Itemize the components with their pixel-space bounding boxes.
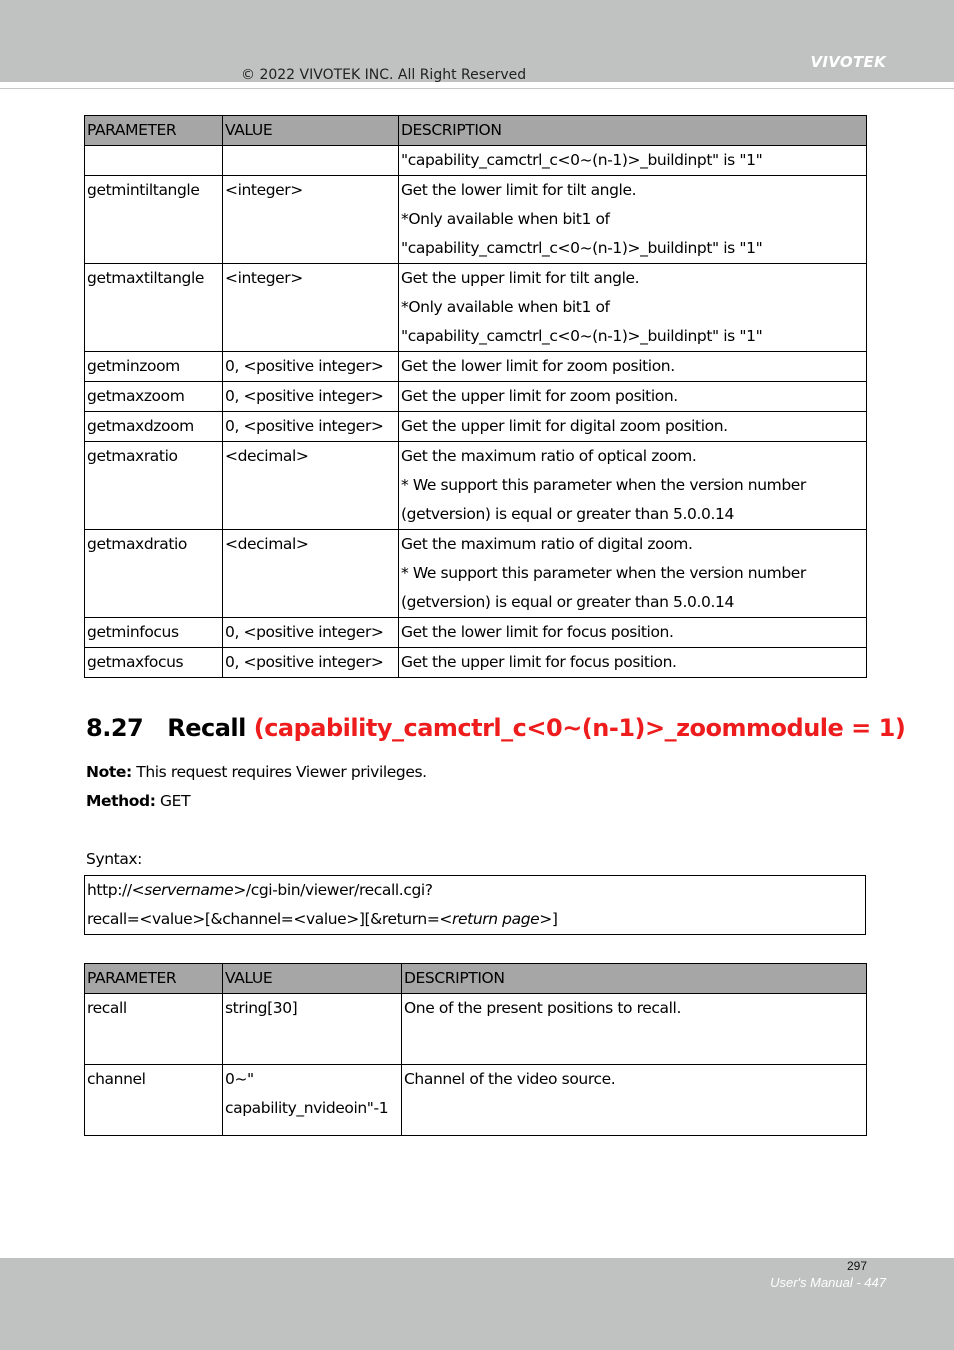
value-cell: 0, <positive integer> — [223, 648, 399, 678]
note-paragraph — [86, 763, 427, 781]
description-line: Get the maximum ratio of optical zoom. — [401, 447, 697, 465]
description-cell — [399, 530, 867, 618]
value-cell: 0, <positive integer> — [223, 352, 399, 382]
copyright-text: © 2022 VIVOTEK INC. All Right Reserved — [241, 67, 527, 83]
value-cell: <integer> — [223, 264, 399, 352]
section-title: Recall — [167, 714, 246, 742]
description-cell — [399, 176, 867, 264]
header-description: DESCRIPTION — [399, 116, 867, 146]
table-row — [85, 618, 867, 648]
footer-band — [0, 1258, 954, 1350]
table-row — [85, 146, 867, 176]
description-cell: Channel of the video source. — [402, 1065, 867, 1136]
value-cell: <decimal> — [223, 530, 399, 618]
table-header-row — [85, 116, 867, 146]
description-line: Get the upper limit for tilt angle. — [401, 269, 640, 287]
description-line: "capability_camctrl_c<0~(n-1)>_buildinpt" is "1" — [401, 151, 763, 169]
table-row — [85, 994, 867, 1065]
description-line: * We support this parameter when the version number — [401, 564, 806, 582]
manual-page-label: User's Manual - 447 — [770, 1275, 886, 1290]
header-parameter: PARAMETER — [85, 116, 223, 146]
table-row — [85, 352, 867, 382]
parameter-table-1 — [84, 115, 867, 678]
table-row — [85, 264, 867, 352]
description-line: * We support this parameter when the version number — [401, 476, 806, 494]
description-line: Get the lower limit for zoom position. — [401, 357, 675, 375]
syntax-line-2 — [85, 905, 865, 934]
description-line: (getversion) is equal or greater than 5.0.0.14 — [401, 505, 734, 523]
value-cell — [223, 994, 402, 1065]
page-number: 297 — [846, 1259, 867, 1273]
description-cell — [399, 352, 867, 382]
param-cell: getmaxtiltangle — [85, 264, 223, 352]
value-cell: 0, <positive integer> — [223, 412, 399, 442]
param-cell: getmaxdzoom — [85, 412, 223, 442]
description-line: "capability_camctrl_c<0~(n-1)>_buildinpt" is "1" — [401, 327, 763, 345]
syntax-text: >/cgi-bin/viewer/recall.cgi? — [233, 881, 433, 899]
syntax-box — [84, 875, 866, 935]
description-line: Get the upper limit for focus position. — [401, 653, 677, 671]
syntax-text: http://< — [87, 881, 145, 899]
value-cell: <integer> — [223, 176, 399, 264]
description-cell — [399, 146, 867, 176]
table-row — [85, 1065, 867, 1136]
value-line: string[30] — [225, 999, 298, 1017]
section-heading — [86, 714, 905, 742]
description-line: *Only available when bit1 of — [401, 298, 610, 316]
param-cell: getmintiltangle — [85, 176, 223, 264]
note-label: Note: — [86, 763, 132, 781]
note-text: This request requires Viewer privileges. — [131, 763, 427, 781]
description-line: Get the lower limit for focus position. — [401, 623, 674, 641]
param-cell: recall — [85, 994, 223, 1065]
description-cell — [399, 648, 867, 678]
param-cell: getmaxzoom — [85, 382, 223, 412]
header-value: VALUE — [223, 964, 402, 994]
table-header-row — [85, 964, 867, 994]
value-cell: 0, <positive integer> — [223, 382, 399, 412]
param-cell: channel — [85, 1065, 223, 1136]
syntax-placeholder: return page — [452, 910, 540, 928]
value-cell — [223, 1065, 402, 1136]
description-cell — [399, 442, 867, 530]
value-cell: 0, <positive integer> — [223, 618, 399, 648]
value-line: capability_nvideoin"-1 — [225, 1099, 389, 1117]
description-cell — [399, 382, 867, 412]
param-cell: getmaxratio — [85, 442, 223, 530]
syntax-line-1 — [85, 876, 865, 905]
description-line: Get the upper limit for digital zoom position. — [401, 417, 728, 435]
method-label: Method: — [86, 792, 156, 810]
param-cell: getmaxfocus — [85, 648, 223, 678]
parameter-table-2 — [84, 963, 867, 1136]
header-value: VALUE — [223, 116, 399, 146]
description-cell — [399, 264, 867, 352]
header-parameter: PARAMETER — [85, 964, 223, 994]
description-cell: One of the present positions to recall. — [402, 994, 867, 1065]
description-line: *Only available when bit1 of — [401, 210, 610, 228]
param-cell — [85, 146, 223, 176]
param-cell: getminfocus — [85, 618, 223, 648]
method-text: GET — [155, 792, 191, 810]
value-cell — [223, 146, 399, 176]
description-line: (getversion) is equal or greater than 5.0.0.14 — [401, 593, 734, 611]
param-cell: getmaxdratio — [85, 530, 223, 618]
header-divider — [0, 88, 954, 89]
syntax-text: recall=<value>[&channel=<value>][&return=< — [87, 910, 453, 928]
table-row — [85, 530, 867, 618]
value-cell: <decimal> — [223, 442, 399, 530]
syntax-text: >] — [539, 910, 558, 928]
description-line: Get the lower limit for tilt angle. — [401, 181, 637, 199]
table-row — [85, 382, 867, 412]
syntax-label: Syntax: — [86, 850, 143, 868]
description-line: "capability_camctrl_c<0~(n-1)>_buildinpt" is "1" — [401, 239, 763, 257]
syntax-placeholder: servername — [144, 881, 234, 899]
method-paragraph — [86, 792, 190, 810]
description-line: Get the upper limit for zoom position. — [401, 387, 678, 405]
table-row — [85, 176, 867, 264]
description-line: Get the maximum ratio of digital zoom. — [401, 535, 693, 553]
section-condition: (capability_camctrl_c<0~(n-1)>_zoommodule = 1) — [253, 714, 906, 742]
table-row — [85, 648, 867, 678]
table-row — [85, 412, 867, 442]
header-description: DESCRIPTION — [402, 964, 867, 994]
table-row — [85, 442, 867, 530]
brand-logo: VIVOTEK — [810, 53, 886, 71]
param-cell: getminzoom — [85, 352, 223, 382]
section-number: 8.27 — [86, 714, 144, 742]
description-cell — [399, 412, 867, 442]
description-cell — [399, 618, 867, 648]
value-line: 0~" — [225, 1070, 254, 1088]
